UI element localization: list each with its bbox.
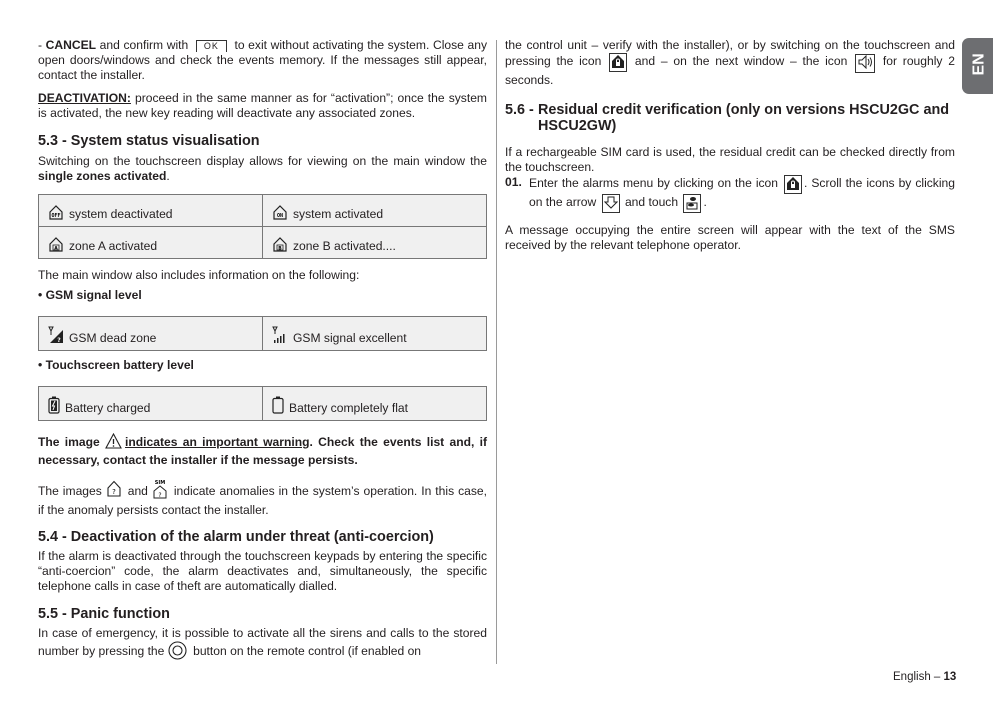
section-5-6-title: 5.6 - Residual credit verification (only on versions HSCU2GC and HSCU2GW) (505, 102, 950, 134)
gsm-signal-icon (272, 326, 288, 348)
page-number: 13 (943, 671, 957, 683)
table-cell: Battery charged (39, 387, 263, 421)
battery-charged-icon (48, 396, 60, 418)
anomalies-paragraph: The images ? and SIM ? indicate anomalies in the system’s operation. In this case, if the anomaly persists contact the installer. (38, 480, 487, 517)
house-a-icon (48, 236, 64, 256)
gsm-table (38, 316, 487, 351)
house-on-icon (272, 204, 288, 224)
deactivation-label: DEACTIVATION: (38, 91, 131, 105)
left-column (38, 38, 487, 664)
continuation-paragraph: the control unit – verify with the installer), or by switching on the touchscreen and pressing the icon and – on the next window – the icon for roughly 2 seconds. (505, 38, 955, 87)
svg-text:OFF: OFF (51, 213, 61, 219)
svg-text:A: A (54, 246, 58, 252)
panic-button-icon (168, 641, 187, 664)
battery-table (38, 386, 487, 421)
house-b-icon (272, 236, 288, 256)
section-5-3-title: 5.3 - System status visualisation (38, 133, 260, 149)
gsm-dead-icon (48, 326, 64, 348)
svg-text:ON: ON (276, 213, 284, 219)
sim-question-icon (152, 479, 168, 503)
table-cell: OFF system deactivated (39, 195, 263, 227)
table-cell: ON system activated (263, 195, 487, 227)
sms-message-paragraph: A message occupying the entire screen will appear with the text of the SMS received by the relevant telephone operator. (505, 223, 955, 252)
battery-flat-icon (272, 396, 284, 418)
battery-heading: • Touchscreen battery level (38, 358, 194, 372)
warning-paragraph: The image indicates an important warning. Check the events list and, if necessary, contact the installer if the message persists. (38, 435, 488, 467)
coins-icon (683, 194, 701, 213)
step-01: 01. Enter the alarms menu by clicking on the icon . Scroll the icons by clicking on the arrow and touch . (505, 175, 955, 213)
zone-status-table (38, 194, 487, 259)
svg-text:B: B (278, 246, 282, 252)
section-5-6-text: If a rechargeable SIM card is used, the residual credit can be checked directly from the touchscreen. (505, 145, 955, 174)
house-off-icon (48, 204, 64, 224)
table-cell: ? GSM dead zone (39, 317, 263, 351)
speaker-icon (855, 54, 875, 73)
right-column (505, 38, 955, 253)
table-cell: B zone B activated.... (263, 227, 487, 259)
ok-key-icon: OK (196, 40, 227, 52)
table-cell: Battery completely flat (263, 387, 487, 421)
section-5-5-text: In case of emergency, it is possible to activate all the sirens and calls to the stored number by pressing the button on the remote control (if enabled on (38, 626, 487, 664)
table-cell: A zone A activated (39, 227, 263, 259)
language-tab-label: EN (970, 53, 988, 76)
warning-triangle-icon (105, 433, 122, 453)
svg-text:?: ? (158, 492, 162, 499)
cancel-label: CANCEL (45, 38, 97, 52)
column-divider (496, 40, 497, 664)
language-tab (962, 38, 993, 94)
table-cell: GSM signal excellent (263, 317, 487, 351)
svg-text:?: ? (111, 488, 116, 496)
section-5-4-text: If the alarm is deactivated through the touchscreen keypads by entering the specific “anti-coercion” code, the alarm deactivates and, simultaneously, the specific telephone calls in case of theft are automatically dialled. (38, 549, 487, 593)
deactivation-paragraph: DEACTIVATION: proceed in the same manner as for “activation”; once the system is activated, the new key reading will deactivate any associated zones. (38, 91, 487, 120)
section-5-4-title: 5.4 - Deactivation of the alarm under threat (anti-coercion) (38, 529, 434, 545)
gsm-heading: • GSM signal level (38, 288, 142, 302)
house-question-icon (106, 480, 122, 501)
page-footer: English – 13 (893, 671, 957, 683)
intro-paragraph: - CANCEL and confirm with OK to exit without activating the system. Close any open doors/windows and check the events memory. If the messages still appear, contact the installer. (38, 38, 487, 82)
svg-text:?: ? (57, 337, 61, 344)
main-window-info: The main window also includes information on the following: (38, 268, 360, 282)
arrow-down-icon (602, 194, 620, 213)
alarm-lock-icon (609, 53, 627, 72)
section-5-5-title: 5.5 - Panic function (38, 606, 170, 622)
alarm-lock-icon (784, 175, 802, 194)
section-5-3-text: Switching on the touchscreen display allows for viewing on the main window the single zones activated. (38, 154, 487, 183)
svg-text:SIM: SIM (154, 480, 166, 486)
